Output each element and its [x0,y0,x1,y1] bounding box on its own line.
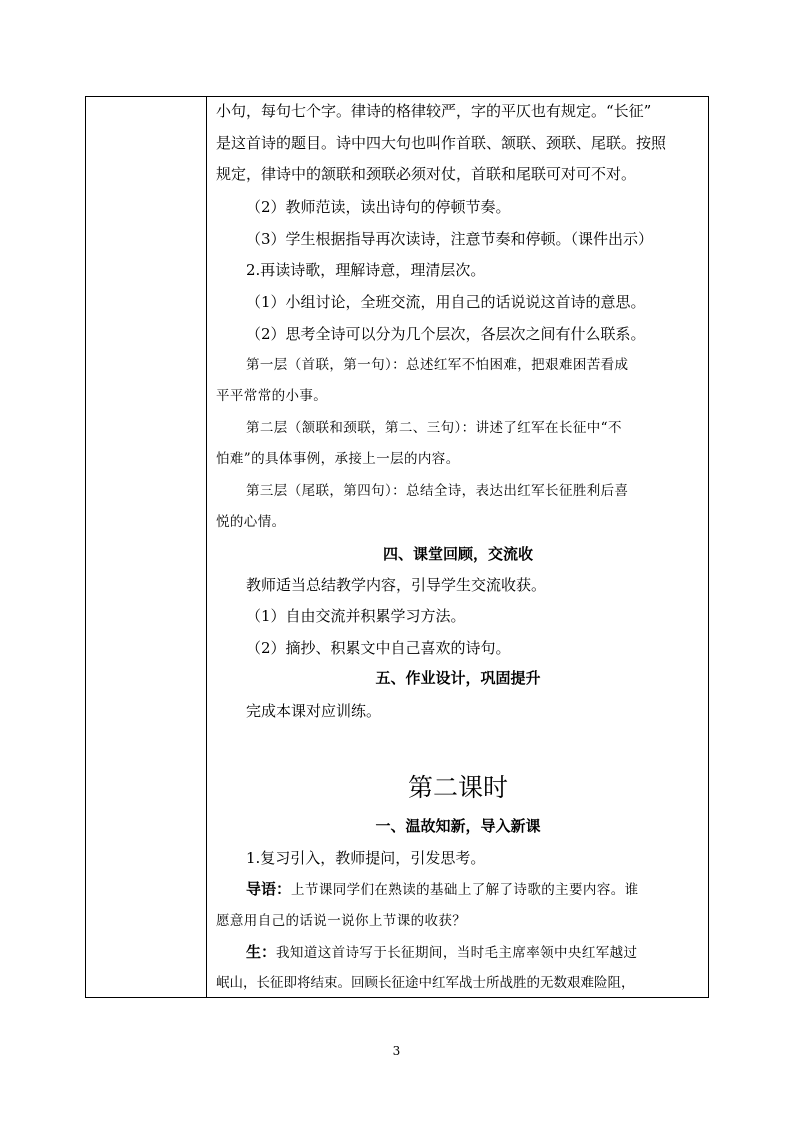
text-line: 完成本课对应训练。 [246,702,382,720]
text-line: 平平常常的小事。 [216,388,328,404]
text-line: 教师适当总结教学内容，引导学生交流收获。 [246,576,547,594]
text-line: （2）摘抄、积累文中自己喜欢的诗句。 [246,639,511,657]
section-heading: 五、作业设计，巩固提升 [375,669,541,687]
text-line: 怕难”的具体事例，承接上一层的内容。 [216,451,460,467]
lesson-title: 第二课时 [407,773,508,802]
text-line: （1）小组讨论，全班交流，用自己的话说说这首诗的意思。 [246,293,646,311]
guide-label: 导语： [246,880,292,898]
text-line [246,942,696,963]
text-line [246,879,696,900]
text-line: （1）自由交流并积累学习方法。 [246,607,466,625]
text-line: 第二层（颔联和颈联，第二、三句）：讲述了红军在长征中“不 [246,420,622,436]
text-line: 是这首诗的题目。诗中四大句也叫作首联、颔联、颈联、尾联。按照 [216,134,667,152]
text-line: 规定，律诗中的颔联和颈联必须对仗，首联和尾联可对可不对。 [216,165,637,183]
section-heading: 四、课堂回顾，交流收 [382,545,533,563]
student-label: 生： [246,943,277,961]
table-left-column [86,97,207,997]
section-heading: 一、温故知新，导入新课 [375,817,541,835]
text-line: 第一层（首联，第一句）：总述红军不怕困难，把艰难困苦看成 [246,357,629,373]
text-line: 小句，每句七个字。律诗的格律较严，字的平仄也有规定。“长征” [216,102,652,120]
text-line: 岷山，长征即将结束。回顾长征途中红军战士所战胜的无数艰难险阻， [216,975,635,991]
text-line: 1.复习引入，教师提问，引发思考。 [246,849,486,867]
guide-text: 上节课同学们在熟读的基础上了解了诗歌的主要内容。谁 [291,882,639,898]
text-line: 愿意用自己的话说一说你上节课的收获？ [216,913,467,929]
lesson-table [85,96,709,998]
text-line: 2.再读诗歌，理解诗意，理清层次。 [246,261,486,279]
text-line: （3）学生根据指导再次读诗，注意节奏和停顿。（课件出示） [246,230,654,248]
table-content-cell [208,97,708,997]
text-line: 悦的心情。 [216,514,286,530]
text-line: 第三层（尾联，第四句）：总结全诗，表达出红军长征胜利后喜 [246,483,629,499]
text-line: （2）教师范读，读出诗句的停顿节奏。 [246,198,511,216]
student-text: 我知道这首诗写于长征期间，当时毛主席率领中央红军越过 [276,945,638,961]
page-number: 3 [392,1044,401,1058]
text-line: （2）思考全诗可以分为几个层次，各层次之间有什么联系。 [246,325,646,343]
